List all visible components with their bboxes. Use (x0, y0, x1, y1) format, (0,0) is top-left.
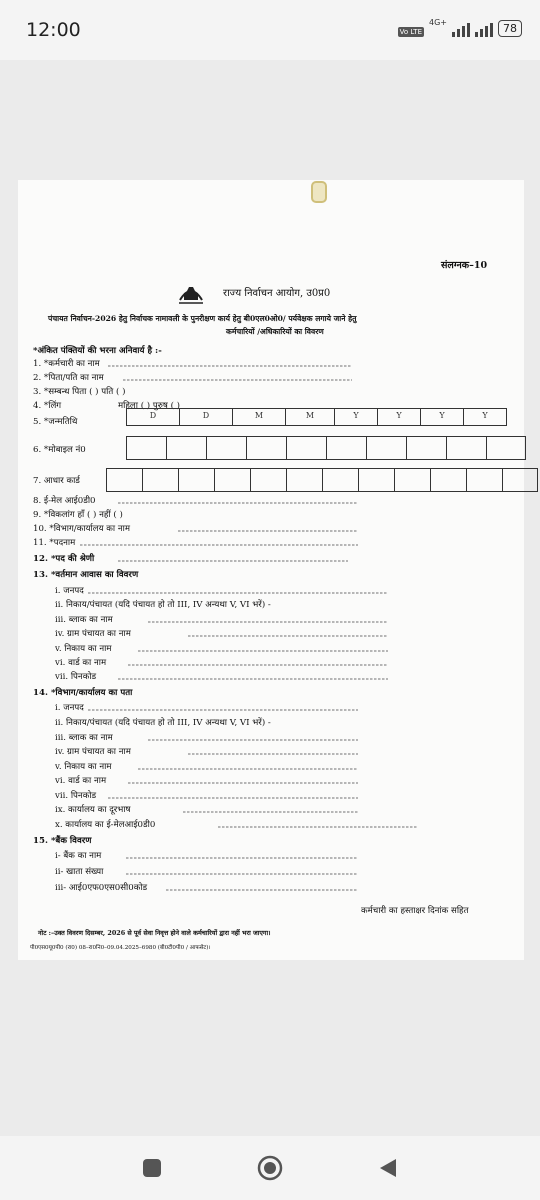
field-residence: 13. *वर्तमान आवास का विवरण (33, 570, 139, 580)
field-office-address: 14. *विभाग/कार्यालय का पता (33, 688, 133, 698)
list-item: ii- खाता संख्या (55, 867, 104, 877)
field-disabled: 9. *विकलांग हाँ ( ) नहीं ( ) (33, 510, 123, 520)
list-item: i- बैंक का नाम (55, 851, 102, 861)
list-item: i. जनपद (55, 703, 84, 713)
dashed-fill-lines (18, 180, 524, 960)
image-viewer[interactable] (0, 60, 540, 1136)
square-icon (142, 1158, 162, 1178)
field-department: 10. *विभाग/कार्यालय का नाम (33, 524, 130, 534)
list-item: iii. ब्लाक का नाम (55, 733, 113, 743)
battery-icon: 78 (498, 20, 522, 37)
home-button[interactable] (230, 1136, 310, 1200)
field-post-category: 12. *पद की श्रेणी (33, 554, 95, 564)
network-type: 4G+ (429, 18, 447, 27)
office-name: राज्य निर्वाचन आयोग, उ0प्र0 (223, 288, 331, 299)
list-item: vi. वार्ड का नाम (55, 658, 107, 668)
field-father-husband-name: 2. *पिता/पति का नाम (33, 373, 104, 383)
list-item: vii. पिनकोड (55, 791, 97, 801)
field-gender: 4. *लिंग (33, 401, 62, 411)
recent-apps-button[interactable] (112, 1136, 192, 1200)
form-heading-line2: कर्मचारियों /अधिकारियों का विवरण (226, 327, 324, 336)
list-item: iv. ग्राम पंचायत का नाम (55, 747, 131, 757)
field-aadhaar: 7. आधार कार्ड (33, 476, 80, 486)
navigation-bar (0, 1136, 540, 1200)
mandatory-note: *अंकित पंक्तियों की भरना अनिवार्य है :- (33, 346, 162, 356)
field-email: 8. ई-मेल आई0डी0 (33, 496, 96, 506)
field-relation: 3. *सम्बन्ध पिता ( ) पति ( ) (33, 387, 126, 397)
signature-label: कर्मचारी का हस्ताक्षर दिनांक सहित (361, 906, 469, 916)
circle-icon (256, 1154, 284, 1182)
annex-label: संलग्नक–10 (441, 260, 488, 271)
list-item: v. निकाय का नाम (55, 644, 112, 654)
footer-ref: पी0एस0यू0पी0 (रा0) 08–रा0नि0–09.04.2025–6980 (बी0टी0पी0 / आफसेट)। (30, 945, 211, 951)
gender-options: महिला ( ) पुरुष ( ) (118, 401, 181, 411)
list-item: vi. वार्ड का नाम (55, 776, 107, 786)
list-item: ix. कार्यालय का दूरभाष (55, 805, 131, 815)
signal-icon-2 (475, 23, 493, 37)
back-button[interactable] (348, 1136, 428, 1200)
list-item: ii. निकाय/पंचायत (यदि पंचायत हो तो III, IV अन्यथा V, VI भरें) - (55, 600, 271, 610)
field-employee-name: 1. *कर्मचारी का नाम (33, 359, 100, 369)
field-mobile: 6. *मोबाइल नं0 (33, 445, 86, 455)
back-triangle-icon (377, 1157, 399, 1179)
dob-cell: M (233, 409, 286, 425)
list-item: x. कार्यालय का ई-मेलआई0डी0 (55, 820, 156, 830)
dob-cell: Y (335, 409, 378, 425)
form-heading-line1: पंचायत निर्वाचन-2026 हेतु निर्वाचक नामावली के पुनरीक्षण कार्य हेतु बी0एल0ओ0/ पर्यवेक्षक लगाये जाने हेतु (48, 314, 357, 323)
status-icons (398, 18, 522, 37)
list-item: iii- आई0एफ0एस0सी0कोड (55, 883, 148, 893)
volte-icon: Vo LTE (399, 28, 422, 36)
clock: 12:00 (26, 19, 81, 41)
list-item: v. निकाय का नाम (55, 762, 112, 772)
dob-cell: M (286, 409, 335, 425)
dob-cell: Y (378, 409, 421, 425)
dob-cell: D (127, 409, 180, 425)
list-item: iii. ब्लाक का नाम (55, 615, 113, 625)
signal-icon (452, 23, 470, 37)
list-item: ii. निकाय/पंचायत (यदि पंचायत हो तो III, IV अन्यथा V, VI भरें) - (55, 718, 271, 728)
form-document (18, 180, 524, 960)
dob-cell: Y (482, 411, 488, 420)
list-item: iv. ग्राम पंचायत का नाम (55, 629, 131, 639)
list-item: i. जनपद (55, 586, 84, 596)
field-bank: 15. *बैंक विवरण (33, 836, 92, 846)
list-item: vii. पिनकोड (55, 672, 97, 682)
note: नोट :–उक्त विवरण दिसम्बर, 2026 से पूर्व सेवा निवृत्त होने वाले कर्मचारियों द्वारा नहीं भरा जाएगा। (38, 929, 271, 937)
dob-cell: Y (421, 409, 464, 425)
dob-cell: D (180, 409, 233, 425)
field-designation: 11. *पदनाम (33, 538, 76, 548)
field-dob: 5. *जन्मतिथि (33, 417, 78, 427)
status-bar (0, 0, 540, 60)
